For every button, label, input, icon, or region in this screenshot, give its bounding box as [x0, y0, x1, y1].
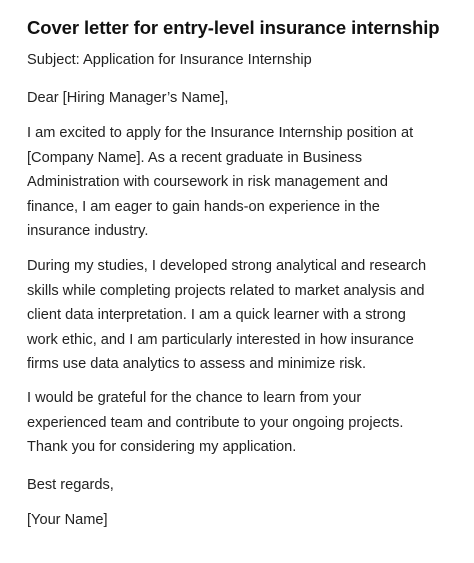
paragraph-line: Thank you for considering my application. [27, 439, 297, 456]
signature: [Your Name] [27, 512, 108, 528]
paragraph-line: experienced team and contribute to your ongoing projects. [27, 414, 404, 431]
paragraph-line: I am excited to apply for the Insurance Internship position at [27, 125, 414, 141]
paragraph-line: I would be grateful for the chance to learn from your [27, 390, 362, 406]
paragraph-line: firms use data analytics to assess and minimize risk. [27, 356, 367, 373]
paragraph-line: client data interpretation. I am a quick learner with a strong [27, 307, 406, 324]
paragraph-line: finance, I am eager to gain hands-on experience in the [27, 198, 380, 215]
paragraph-line: During my studies, I developed strong analytical and research [27, 258, 427, 274]
paragraph-line: insurance industry. [27, 223, 149, 240]
paragraph-line: [Company Name]. As a recent graduate in Business [27, 149, 363, 166]
paragraph-skills [27, 254, 457, 377]
paragraph-line: work ethic, and I am particularly interested in how insurance [27, 331, 414, 348]
subject-line: Subject: Application for Insurance Internship [27, 52, 312, 68]
closing: Best regards, [27, 477, 114, 493]
paragraph-line: skills while completing projects related to market analysis and [27, 282, 425, 299]
paragraph-closing [27, 386, 457, 460]
page-title: Cover letter for entry-level insurance internship [27, 17, 440, 38]
salutation: Dear [Hiring Manager’s Name], [27, 90, 229, 106]
paragraph-intro [27, 121, 457, 244]
paragraph-line: Administration with coursework in risk management and [27, 174, 388, 191]
